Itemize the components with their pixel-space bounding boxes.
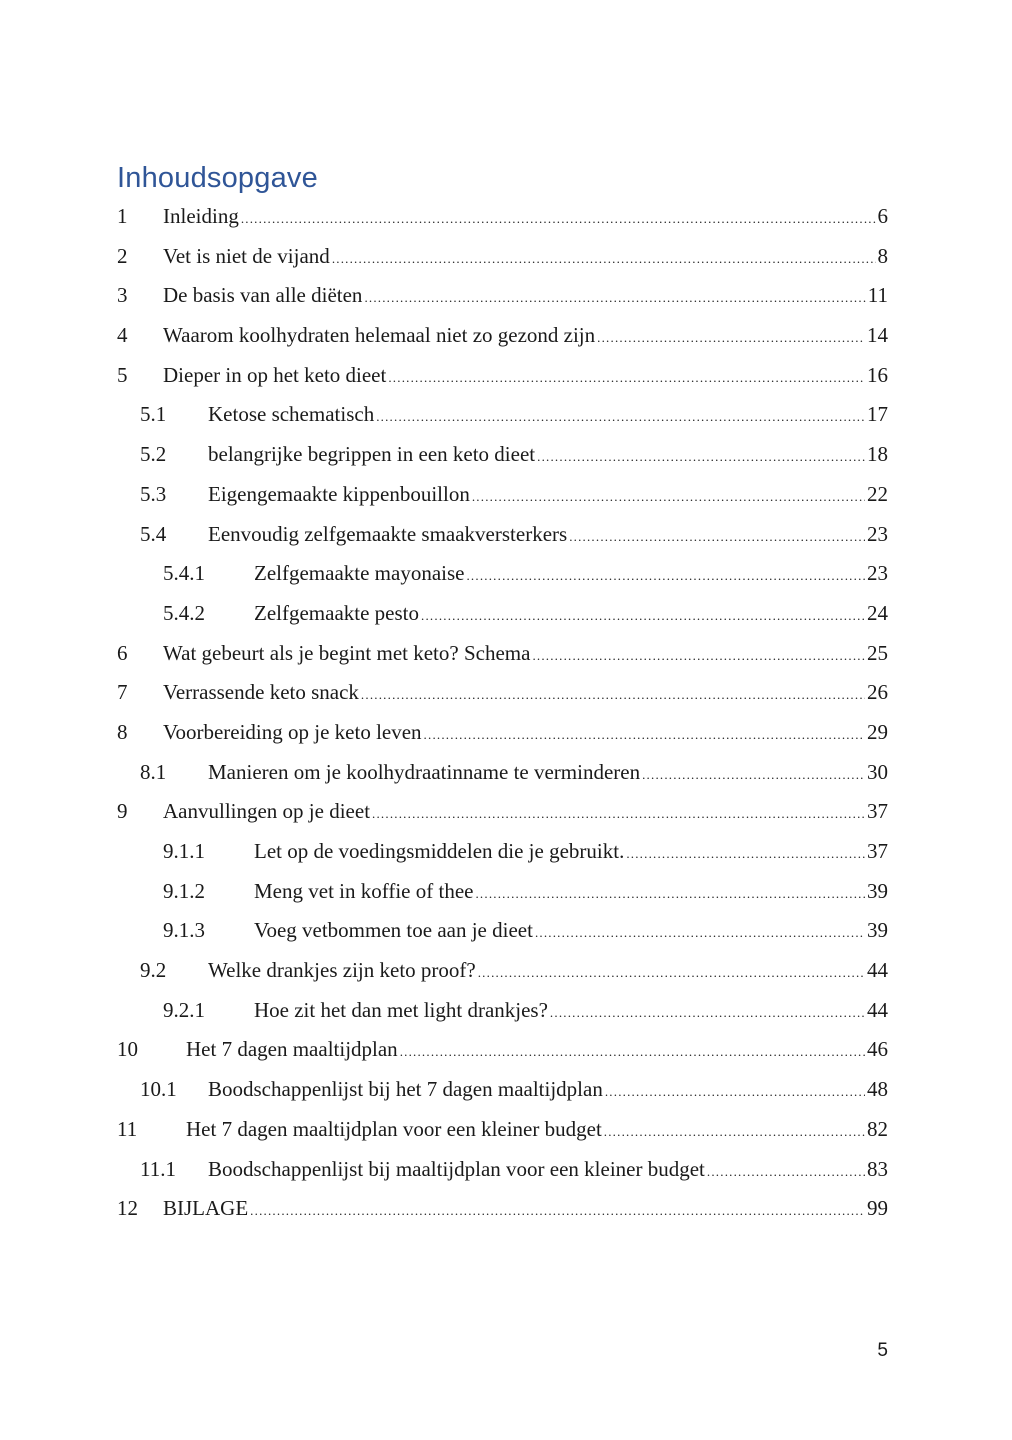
toc-entry-page: 30 — [867, 759, 888, 784]
toc-entry-title: BIJLAGE — [163, 1196, 249, 1221]
toc-dot-leader — [642, 768, 865, 781]
toc-dot-leader — [475, 887, 865, 900]
toc-entry-number: 4 — [117, 323, 128, 348]
toc-dot-leader — [535, 926, 865, 939]
table-of-contents — [117, 197, 888, 1229]
toc-dot-leader — [478, 966, 865, 979]
toc-entry[interactable] — [117, 1030, 888, 1070]
toc-entry[interactable] — [117, 832, 888, 872]
toc-entry-title: Voorbereiding op je keto leven — [163, 719, 422, 744]
toc-entry[interactable] — [117, 435, 888, 475]
toc-entry-body — [254, 594, 888, 634]
toc-entry-page: 8 — [877, 243, 888, 268]
toc-entry-body — [254, 554, 888, 594]
toc-entry-number: 7 — [117, 680, 128, 705]
toc-entry-body — [163, 1189, 888, 1229]
toc-dot-leader — [332, 252, 876, 265]
toc-entry-number: 5.2 — [140, 442, 167, 467]
toc-entry-number: 5.1 — [140, 402, 167, 427]
toc-entry-body — [208, 753, 888, 793]
toc-entry[interactable] — [117, 554, 888, 594]
toc-dot-leader — [626, 847, 865, 860]
toc-entry[interactable] — [117, 991, 888, 1031]
toc-entry[interactable] — [117, 356, 888, 396]
toc-entry-page: 23 — [867, 561, 888, 586]
toc-entry-page: 83 — [867, 1156, 888, 1181]
toc-entry-title: Verrassende keto snack — [163, 680, 359, 705]
toc-entry-title: Hoe zit het dan met light drankjes? — [254, 997, 548, 1022]
toc-entry[interactable] — [117, 594, 888, 634]
toc-entry-page: 6 — [877, 204, 888, 228]
toc-dot-leader — [361, 688, 865, 701]
toc-entry-number: 11.1 — [140, 1156, 176, 1181]
toc-dot-leader — [466, 569, 865, 582]
toc-entry[interactable] — [117, 475, 888, 515]
toc-dot-leader — [604, 1125, 865, 1138]
toc-entry[interactable] — [117, 1150, 888, 1190]
toc-entry-body — [186, 1110, 888, 1150]
toc-entry-page: 29 — [867, 719, 888, 744]
toc-entry-number: 11 — [117, 1116, 138, 1141]
toc-entry-body — [163, 237, 888, 277]
toc-entry-page: 82 — [867, 1116, 888, 1141]
toc-entry-page: 37 — [867, 839, 888, 863]
toc-entry-page: 48 — [867, 1077, 888, 1102]
toc-entry-body — [254, 911, 888, 951]
toc-entry-body — [163, 713, 888, 753]
toc-dot-leader — [388, 371, 865, 384]
toc-entry[interactable] — [117, 792, 888, 832]
toc-entry-number: 9.2.1 — [163, 997, 205, 1022]
toc-entry-body — [254, 872, 888, 912]
toc-entry-page: 17 — [867, 402, 888, 427]
toc-entry-title: Het 7 dagen maaltijdplan — [186, 1037, 398, 1062]
toc-entry-body — [208, 395, 888, 435]
toc-dot-leader — [364, 291, 865, 304]
toc-entry-page: 25 — [867, 640, 888, 665]
toc-entry[interactable] — [117, 515, 888, 555]
toc-entry-title: Voeg vetbommen toe aan je dieet — [254, 918, 533, 943]
toc-dot-leader — [250, 1204, 865, 1217]
toc-entry-title: Let op de voedingsmiddelen die je gebruikt. — [254, 839, 625, 863]
toc-entry-body — [208, 1070, 888, 1110]
toc-entry-title: De basis van alle diëten — [163, 283, 363, 308]
toc-entry-body — [163, 792, 888, 832]
toc-entry-body — [163, 197, 888, 237]
toc-entry[interactable] — [117, 197, 888, 237]
toc-entry-number: 5.4.1 — [163, 561, 205, 586]
toc-entry-title: Vet is niet de vijand — [163, 243, 330, 268]
toc-entry-page: 44 — [867, 997, 888, 1022]
toc-entry-body — [186, 1030, 888, 1070]
toc-entry-page: 46 — [867, 1037, 888, 1062]
toc-entry-title: Aanvullingen op je dieet — [163, 799, 371, 824]
toc-entry-number: 6 — [117, 640, 128, 665]
toc-entry-title: belangrijke begrippen in een keto dieet — [208, 442, 536, 467]
toc-entry[interactable] — [117, 872, 888, 912]
toc-dot-leader — [372, 807, 865, 820]
toc-dot-leader — [605, 1085, 865, 1098]
toc-entry-title: Waarom koolhydraten helemaal niet zo gezond zijn — [163, 323, 596, 348]
toc-entry-body — [208, 951, 888, 991]
toc-entry-page: 44 — [867, 958, 888, 983]
toc-entry-title: Meng vet in koffie of thee — [254, 878, 474, 903]
toc-entry[interactable] — [117, 951, 888, 991]
toc-dot-leader — [707, 1165, 865, 1178]
toc-dot-leader — [597, 331, 865, 344]
toc-entry-body — [208, 515, 888, 555]
toc-entry-number: 5.4.2 — [163, 600, 205, 625]
toc-entry-page: 39 — [867, 878, 888, 903]
toc-entry[interactable] — [117, 1070, 888, 1110]
toc-entry[interactable] — [117, 673, 888, 713]
toc-entry-body — [208, 435, 888, 475]
toc-entry-number: 5.4 — [140, 521, 167, 546]
toc-entry-page: 11 — [867, 283, 888, 308]
toc-entry-number: 9.1.3 — [163, 918, 205, 943]
toc-entry-page: 26 — [867, 680, 888, 705]
toc-entry[interactable] — [117, 753, 888, 793]
toc-title: Inhoudsopgave — [117, 162, 318, 194]
page-number: 5 — [877, 1340, 888, 1361]
toc-entry[interactable] — [117, 713, 888, 753]
toc-entry[interactable] — [117, 316, 888, 356]
toc-entry-body — [208, 475, 888, 515]
toc-entry-number: 5 — [117, 362, 128, 387]
toc-entry-body — [254, 832, 888, 872]
toc-dot-leader — [241, 212, 876, 225]
toc-dot-leader — [550, 1006, 865, 1019]
toc-entry-title: Ketose schematisch — [208, 402, 375, 427]
toc-entry[interactable] — [117, 395, 888, 435]
toc-entry-number: 10 — [117, 1037, 138, 1062]
toc-dot-leader — [537, 450, 865, 463]
toc-entry-title: Welke drankjes zijn keto proof? — [208, 958, 476, 983]
toc-entry-page: 24 — [867, 600, 888, 625]
toc-entry-number: 8 — [117, 719, 128, 744]
toc-entry-number: 8.1 — [140, 759, 167, 784]
toc-entry[interactable] — [117, 1189, 888, 1229]
toc-dot-leader — [424, 728, 865, 741]
toc-entry-title: Zelfgemaakte mayonaise — [254, 561, 465, 586]
toc-entry[interactable] — [117, 1110, 888, 1150]
toc-entry-title: Dieper in op het keto dieet — [163, 362, 387, 387]
toc-entry-body — [163, 356, 888, 396]
toc-entry-number: 9.1.1 — [163, 839, 205, 863]
toc-dot-leader — [532, 649, 865, 662]
toc-entry-body — [254, 991, 888, 1031]
toc-entry-number: 1 — [117, 204, 128, 228]
toc-entry-number: 10.1 — [140, 1077, 177, 1102]
toc-entry-number: 2 — [117, 243, 128, 268]
toc-entry-page: 18 — [867, 442, 888, 467]
toc-entry-page: 39 — [867, 918, 888, 943]
toc-entry-number: 12 — [117, 1196, 138, 1221]
toc-entry[interactable] — [117, 237, 888, 277]
toc-entry-body — [163, 316, 888, 356]
toc-entry-page: 22 — [867, 481, 888, 506]
toc-entry-body — [163, 634, 888, 674]
toc-dot-leader — [421, 609, 865, 622]
toc-entry-number: 9 — [117, 799, 128, 824]
toc-entry[interactable] — [117, 276, 888, 316]
toc-entry-number: 3 — [117, 283, 128, 308]
toc-dot-leader — [400, 1045, 865, 1058]
toc-entry-title: Inleiding — [163, 204, 239, 228]
toc-entry-page: 23 — [867, 521, 888, 546]
toc-dot-leader — [376, 410, 865, 423]
toc-entry[interactable] — [117, 634, 888, 674]
toc-entry-title: Zelfgemaakte pesto — [254, 600, 420, 625]
toc-entry-title: Wat gebeurt als je begint met keto? Schema — [163, 640, 531, 665]
toc-entry-title: Manieren om je koolhydraatinname te verminderen — [208, 759, 641, 784]
toc-entry-title: Boodschappenlijst bij het 7 dagen maaltijdplan — [208, 1077, 603, 1102]
toc-entry-title: Boodschappenlijst bij maaltijdplan voor een kleiner budget — [208, 1156, 705, 1181]
toc-entry-number: 9.2 — [140, 958, 167, 983]
toc-entry-page: 99 — [867, 1196, 888, 1221]
toc-entry-page: 16 — [867, 362, 888, 387]
toc-entry[interactable] — [117, 911, 888, 951]
toc-entry-page: 37 — [867, 799, 888, 824]
toc-entry-number: 5.3 — [140, 481, 167, 506]
toc-entry-page: 14 — [867, 323, 888, 348]
toc-dot-leader — [569, 530, 865, 543]
toc-entry-body — [163, 276, 888, 316]
toc-entry-number: 9.1.2 — [163, 878, 205, 903]
toc-entry-body — [163, 673, 888, 713]
toc-entry-title: Eigengemaakte kippenbouillon — [208, 481, 470, 506]
toc-entry-body — [208, 1150, 888, 1190]
toc-dot-leader — [472, 490, 865, 503]
toc-entry-title: Eenvoudig zelfgemaakte smaakversterkers — [208, 521, 568, 546]
toc-entry-title: Het 7 dagen maaltijdplan voor een kleiner budget — [186, 1116, 602, 1141]
